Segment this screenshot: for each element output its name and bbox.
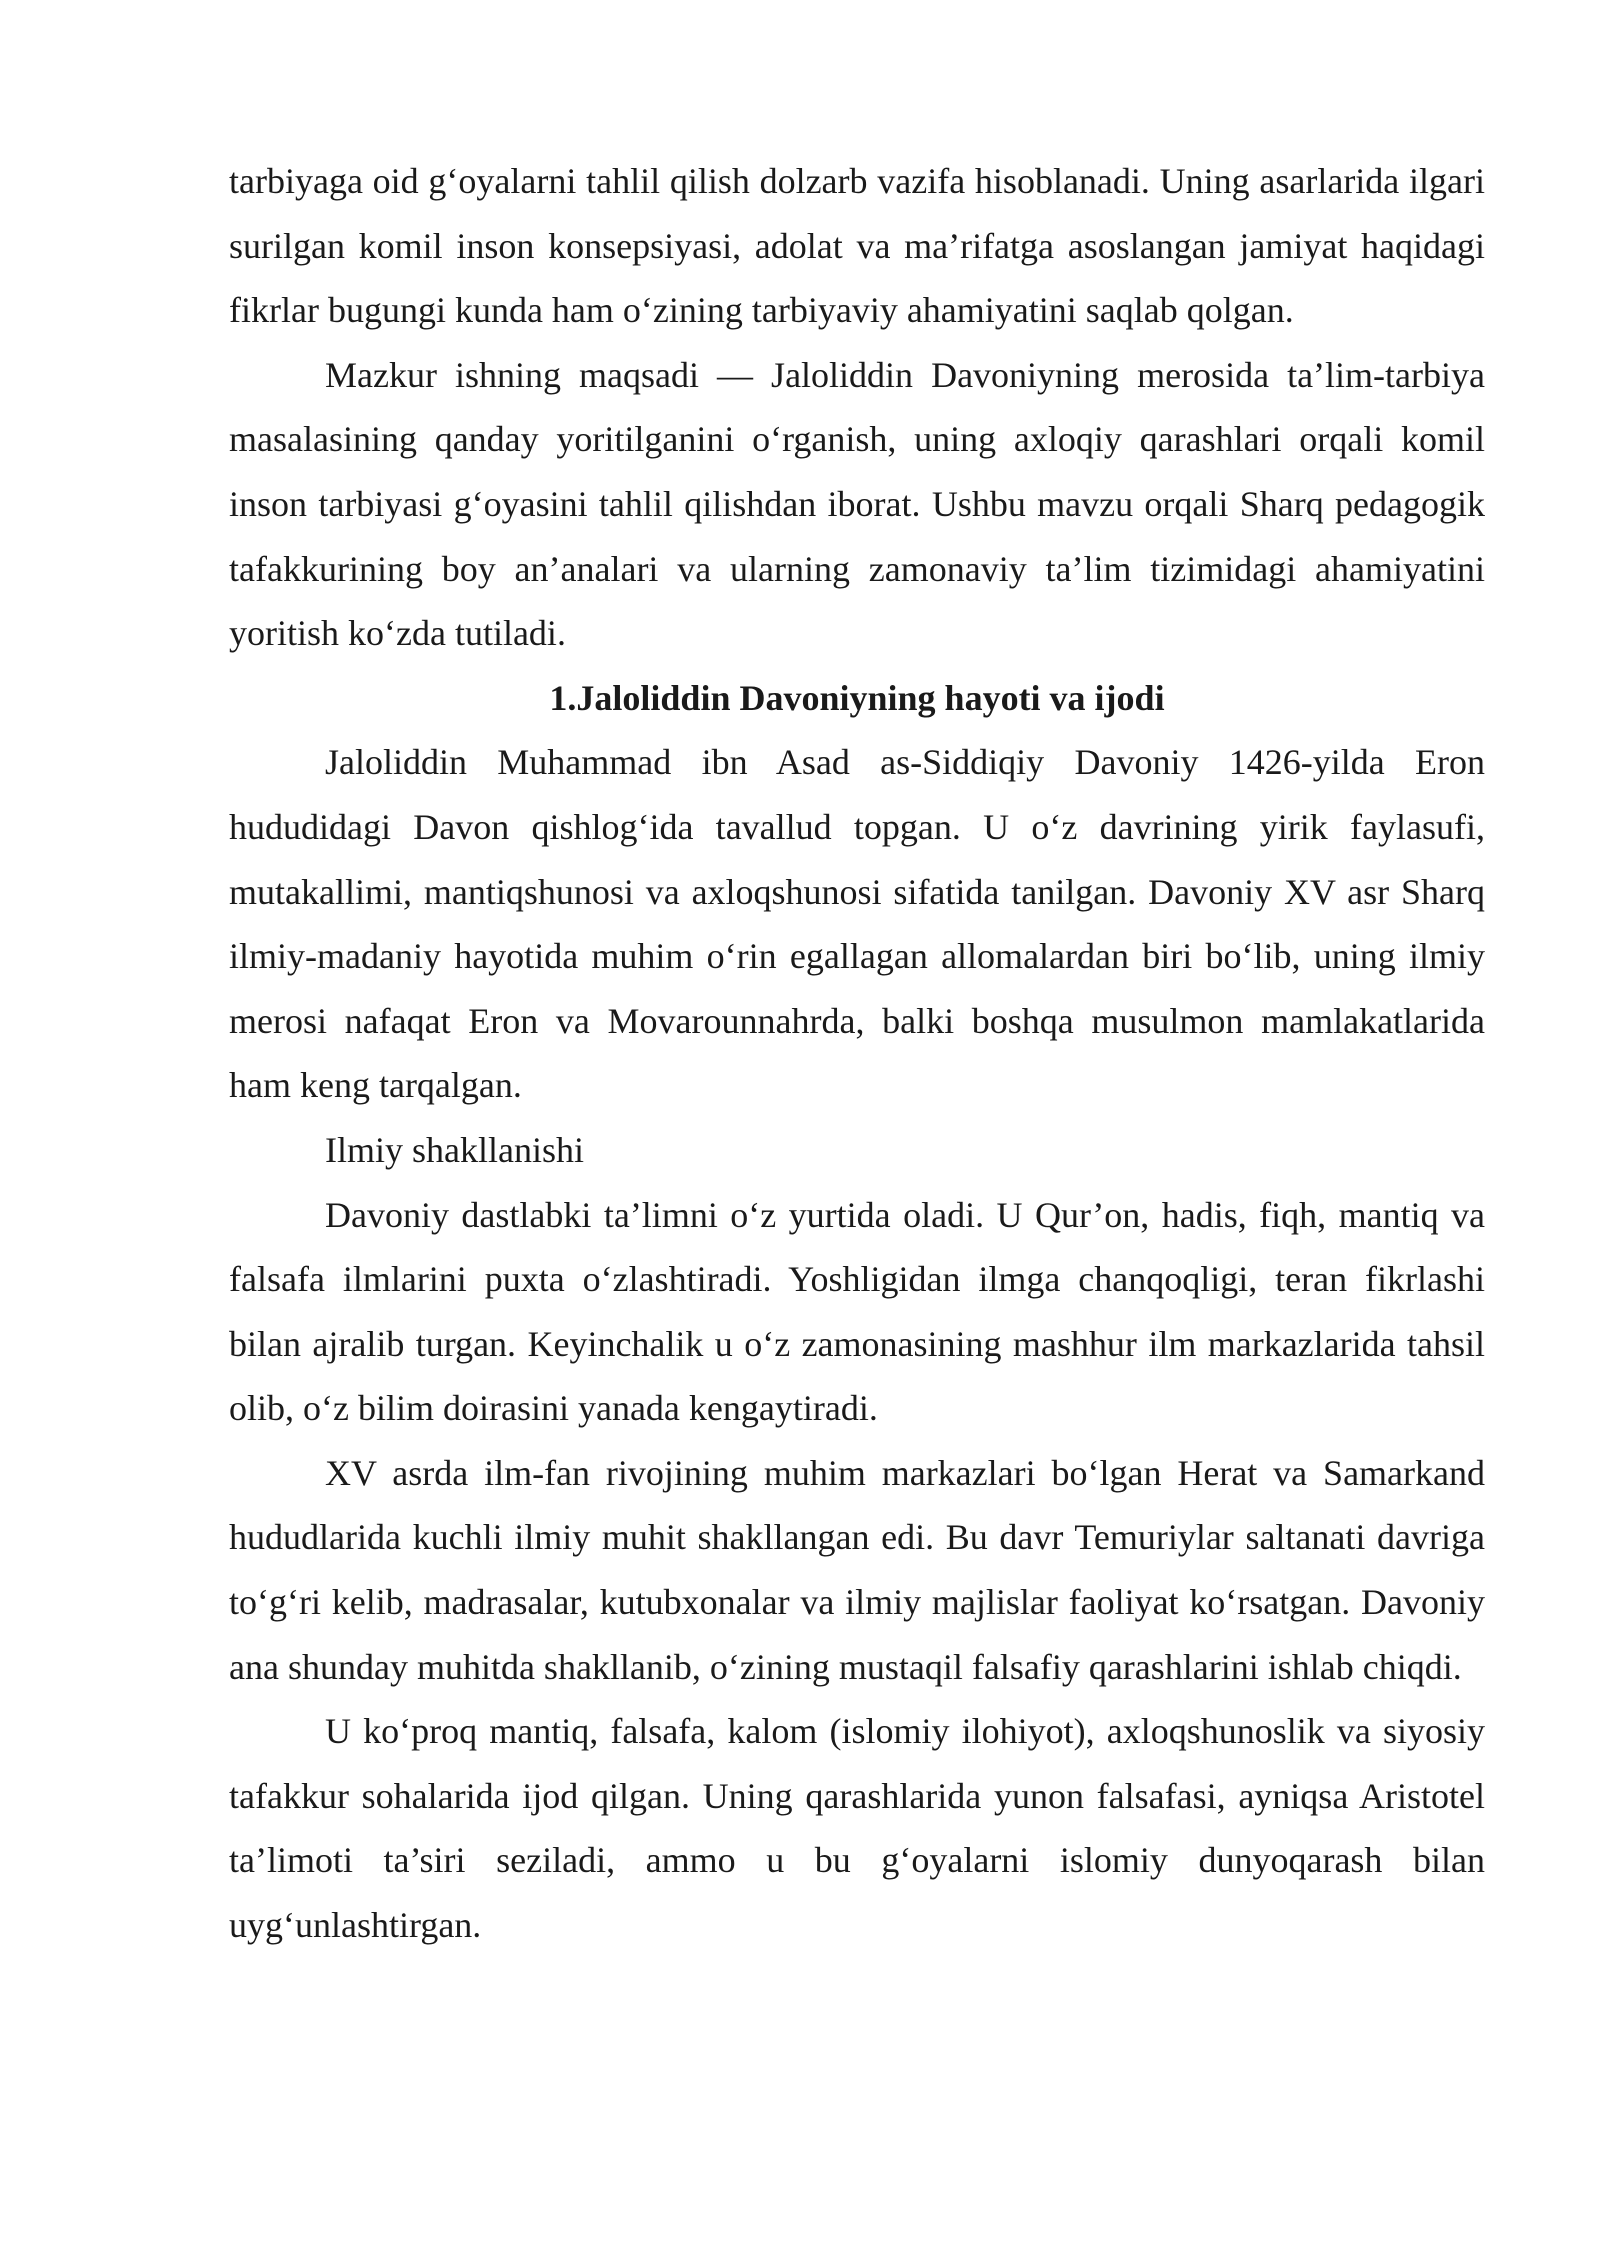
paragraph-biography: Jaloliddin Muhammad ibn Asad as-Siddiqiy Davoniy 1426-yilda Eron hududidagi Davon qishlog‘ida tavallud topgan. U o‘z davrining yirik faylasufi, mutakallimi, mantiqshunosi va axloqshunosi sifatida tanilgan. Davoniy XV asr Sharq ilmiy-madaniy hayotida muhim o‘rin egallagan allomalardan biri bo‘lib, uning ilmiy merosi nafaqat Eron va Movarounnahrda, balki boshqa musulmon mamlakatlarida ham keng tarqalgan. xyxy=(229,742,1485,1106)
subsection-heading: Ilmiy shakllanishi xyxy=(325,1129,584,1170)
section-heading: 1.Jaloliddin Davoniyning hayoti va ijodi xyxy=(549,677,1165,718)
paragraph-education: Davoniy dastlabki ta’limni o‘z yurtida oladi. U Qur’on, hadis, fiqh, mantiq va falsafa ilmlarini puxta o‘zlashtiradi. Yoshligidan ilmga chanqoqligi, teran fikrlashi bilan ajralib turgan. Keyinchalik u o‘z zamonasining mashhur ilm markazlarida tahsil olib, o‘z bilim doirasini yanada kengaytiradi. xyxy=(229,1194,1485,1429)
paragraph-continuation: tarbiyaga oid g‘oyalarni tahlil qilish dolzarb vazifa hisoblanadi. Uning asarlarida ilgari surilgan komil inson konsepsiyasi, adolat va ma’rifatga asoslangan jamiyat haqidagi fikrlar bugungi kunda ham o‘zining tarbiyaviy ahamiyatini saqlab qolgan. xyxy=(229,161,1485,331)
paragraph-aim: Mazkur ishning maqsadi — Jaloliddin Davoniyning merosida ta’lim-tarbiya masalasining qanday yoritilganini o‘rganish, uning axloqiy qarashlari orqali komil inson tarbiyasi g‘oyasini tahlil qilishdan iborat. Ushbu mavzu orqali Sharq pedagogik tafakkurining boy an’analari va ularning zamonaviy ta’lim tizimidagi ahamiyatini yoritish ko‘zda tutiladi. xyxy=(229,354,1485,654)
paragraph-fields: U ko‘proq mantiq, falsafa, kalom (islomiy ilohiyot), axloqshunoslik va siyosiy tafakkur sohalarida ijod qilgan. Uning qarashlarida yunon falsafasi, ayniqsa Aristotel ta’limoti ta’siri seziladi, ammo u bu g‘oyalarni islomiy dunyoqarash bilan uyg‘unlashtirgan. xyxy=(229,1711,1485,1946)
paragraph-environment: XV asrda ilm-fan rivojining muhim markazlari bo‘lgan Herat va Samarkand hududlarida kuchli ilmiy muhit shakllangan edi. Bu davr Temuriylar saltanati davriga to‘g‘ri kelib, madrasalar, kutubxonalar va ilmiy majlislar faoliyat ko‘rsatgan. Davoniy ana shunday muhitda shakllanib, o‘zining mustaqil falsafiy qarashlarini ishlab chiqdi. xyxy=(229,1452,1485,1687)
document-body xyxy=(229,149,1485,1958)
